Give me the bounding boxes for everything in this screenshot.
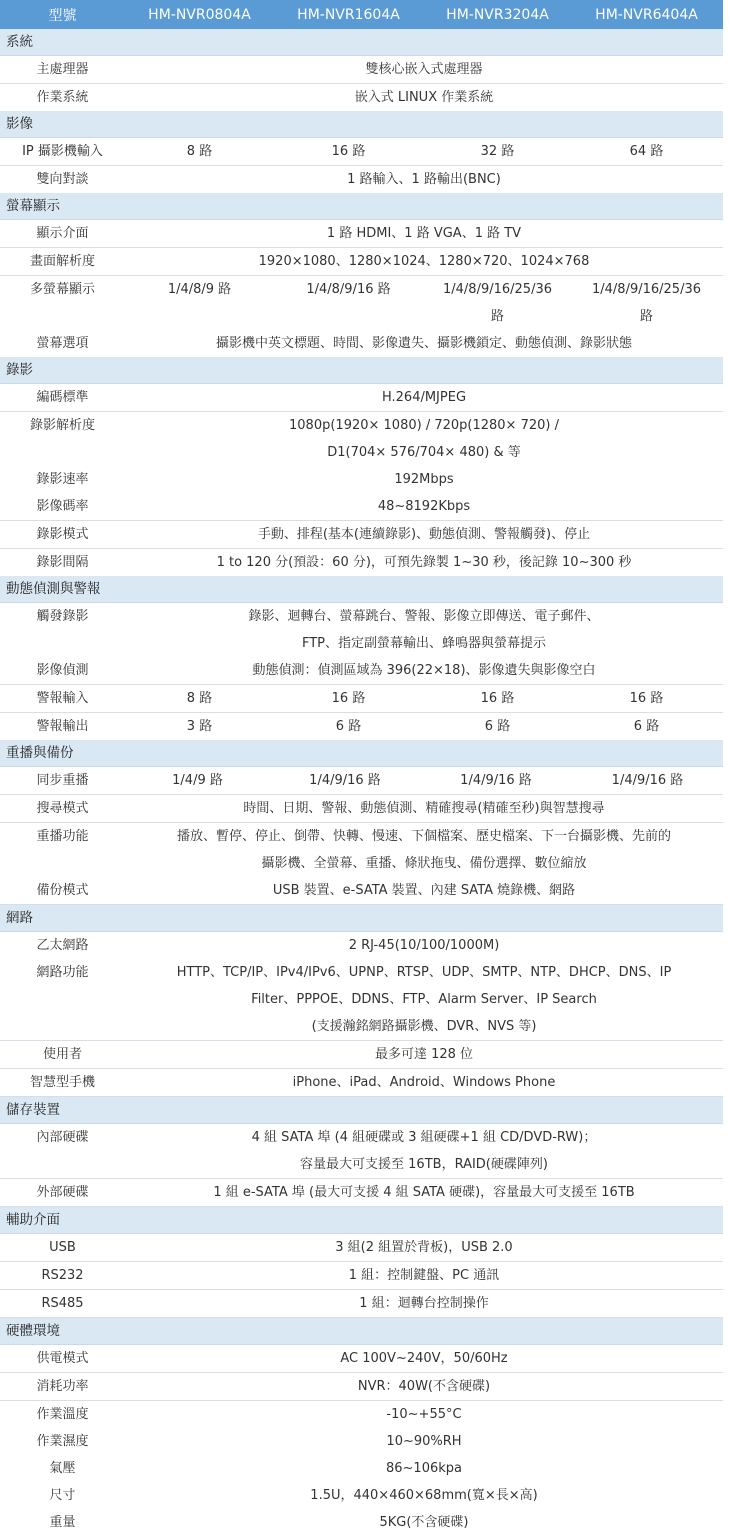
section-title: 網路 [0,905,723,932]
model-values [125,276,723,330]
spec-row [0,713,723,740]
spec-value [125,220,723,247]
spec-row [0,657,723,685]
spec-row [0,220,723,248]
spec-row [0,549,723,576]
spec-label: 影像碼率 [36,499,89,514]
spec-value-line: FTP、指定副螢幕輸出、蜂鳴器與螢幕提示 [301,636,547,651]
spec-label: 重量 [49,1515,76,1530]
spec-label: 智慧型手機 [29,1075,95,1090]
spec-value-line: 雙核心嵌入式處理器 [365,62,483,77]
spec-value [125,493,723,520]
spec-label: 錄影模式 [36,527,89,542]
spec-row [0,1069,723,1097]
spec-label: 作業溫度 [36,1407,89,1422]
spec-value [125,1401,723,1428]
model-values [125,767,723,794]
spec-value [125,823,723,877]
spec-label: 搜尋模式 [36,801,89,816]
spec-value-line: 錄影、迴轉台、螢幕跳台、警報、影像立即傳送、電子郵件、 [248,609,600,624]
spec-row [0,767,723,795]
model-value: 1/4/9/16 路 [309,773,381,788]
spec-value-line: 攝影機、全螢幕、重播、條狀拖曳、備份選擇、數位縮放 [261,856,587,871]
model-value: 6 路 [484,719,511,734]
model-value: 1/4/8/9/16/25/36 路 [592,282,701,324]
spec-header-row [0,0,723,29]
spec-row [0,1509,723,1536]
section-title: 動態偵測與警報 [0,576,723,603]
model-value: 1/4/8/9/16 路 [306,282,391,297]
spec-value [125,466,723,493]
spec-value-line: 最多可達 128 位 [374,1047,474,1062]
spec-value [125,1345,723,1372]
spec-value [125,1179,723,1206]
spec-label: 畫面解析度 [29,254,95,269]
spec-row [0,1262,723,1290]
spec-value [125,1428,723,1455]
model-value: 8 路 [186,691,213,706]
spec-label: 警報輸入 [36,691,89,706]
spec-value-line: 攝影機中英文標題、時間、影像遺失、攝影機鎖定、動態偵測、錄影狀態 [215,336,632,351]
spec-row [0,1179,723,1207]
model-value: 1/4/9/16 路 [460,773,532,788]
spec-value [125,330,723,357]
spec-row [0,276,723,330]
spec-row [0,795,723,823]
spec-value-line: 1 路輸入、1 路輸出(BNC) [347,172,501,187]
spec-value-line: iPhone、iPad、Android、Windows Phone [292,1075,556,1090]
model-name: HM-NVR0804A [148,6,251,23]
model-value: 3 路 [186,719,213,734]
spec-value [125,603,723,657]
spec-value-line: (支援瀚銘網路攝影機、DVR、NVS 等) [311,1019,537,1034]
model-value: 1/4/8/9/16/25/36 路 [443,282,552,324]
model-values [125,685,723,712]
spec-label: 同步重播 [36,773,89,788]
spec-value-line: 容量最大可支援至 16TB，RAID(硬碟陣列) [300,1157,548,1172]
spec-value-line: 時間、日期、警報、動態偵測、精確搜尋(精確至秒)與智慧搜尋 [243,801,605,816]
spec-label: 雙向對談 [36,172,89,187]
spec-label: 警報輸出 [36,719,89,734]
spec-value-line: HTTP、TCP/IP、IPv4/IPv6、UPNP、RTSP、UDP、SMTP、NTP、DHCP、DNS、IP [176,965,672,980]
spec-label: 主處理器 [36,62,89,77]
spec-value-line: NVR：40W(不含硬碟) [357,1379,491,1394]
spec-value [125,549,723,576]
section-title: 影像 [0,111,723,138]
spec-value [125,1041,723,1068]
model-value: 16 路 [331,691,366,706]
spec-value-line: 1080p(1920× 1080) / 720p(1280× 720) / [289,418,559,433]
spec-label: RS232 [41,1268,84,1283]
spec-row [0,1401,723,1428]
spec-value [125,959,723,1040]
spec-value [125,932,723,959]
spec-value-line: USB 裝置、e-SATA 裝置、內建 SATA 燒錄機、網路 [272,883,576,898]
spec-label: 多螢幕顯示 [29,282,95,297]
spec-value-line: 播放、暫停、停止、倒帶、快轉、慢速、下個檔案、歷史檔案、下一台攝影機、先前的 [176,829,671,844]
section-title: 重播與備份 [0,740,723,767]
section-title: 輔助介面 [0,1207,723,1234]
spec-label: IP 攝影機輸入 [22,144,103,159]
spec-value-line: -10~+55°C [386,1407,462,1422]
spec-value [125,1290,723,1317]
spec-value-line: AC 100V~240V，50/60Hz [340,1351,508,1366]
spec-value [125,412,723,466]
model-value: 1/4/8/9 路 [167,282,232,297]
spec-row [0,1373,723,1401]
spec-value-line: 1 組：迴轉台控制操作 [359,1296,489,1311]
spec-value [125,1234,723,1261]
spec-value [125,384,723,411]
spec-row [0,1482,723,1509]
spec-row [0,1428,723,1455]
model-value: 16 路 [480,691,515,706]
model-value: 32 路 [480,144,515,159]
spec-row [0,932,723,959]
spec-label: 編碼標準 [36,390,89,405]
spec-value [125,166,723,193]
spec-label: 作業系統 [36,90,89,105]
model-values [125,713,723,740]
spec-row [0,138,723,166]
spec-label: 錄影間隔 [36,555,89,570]
spec-label: 氣壓 [49,1461,76,1476]
spec-label: 螢幕選項 [36,336,89,351]
spec-label: 網路功能 [36,965,89,980]
spec-value-line: 手動、排程(基本(連續錄影)、動態偵測、警報觸發)、停止 [257,527,591,542]
spec-value [125,1262,723,1289]
spec-value-line: 嵌入式 LINUX 作業系統 [354,90,494,105]
spec-value [125,795,723,822]
spec-label: USB [49,1240,76,1255]
spec-row [0,1345,723,1373]
spec-body [0,29,723,1536]
spec-row [0,1041,723,1069]
spec-value-line: 動態偵測：偵測區域為 396(22×18)、影像遺失與影像空白 [252,663,596,678]
spec-row [0,1455,723,1482]
spec-row [0,166,723,193]
spec-row [0,84,723,111]
spec-row [0,603,723,657]
spec-row [0,823,723,877]
section-title: 系統 [0,29,723,56]
spec-label: 重播功能 [36,829,89,844]
model-value: 16 路 [629,691,664,706]
spec-value-line: 1.5U，440×460×68mm(寬×長×高) [310,1488,538,1503]
model-value: 1/4/9 路 [172,773,223,788]
spec-row [0,466,723,493]
spec-value-line: 1 路 HDMI、1 路 VGA、1 路 TV [326,226,522,241]
spec-value [125,657,723,684]
spec-value [125,1455,723,1482]
spec-value-line: 86~106kpa [386,1461,462,1476]
spec-value-line: 192Mbps [394,472,454,487]
model-name: HM-NVR1604A [297,6,400,23]
model-value: 64 路 [629,144,664,159]
spec-row [0,1234,723,1262]
spec-label: 顯示介面 [36,226,89,241]
spec-value-line: D1(704× 576/704× 480) & 等 [327,445,521,460]
spec-label: 錄影速率 [36,472,89,487]
spec-label: 錄影解析度 [29,418,95,433]
spec-value-line: 3 組(2 組置於背板)，USB 2.0 [335,1240,513,1255]
spec-value [125,877,723,904]
model-value: 1/4/9/16 路 [611,773,684,788]
spec-value [125,1373,723,1400]
spec-label: 影像偵測 [36,663,89,678]
spec-label: 使用者 [42,1047,82,1062]
spec-label: 內部硬碟 [36,1130,89,1145]
spec-row [0,412,723,466]
section-title: 儲存裝置 [0,1097,723,1124]
spec-value-line: 5KG(不含硬碟) [379,1515,469,1530]
spec-label: RS485 [41,1296,84,1311]
spec-label: 供電模式 [36,1351,89,1366]
spec-value [125,1069,723,1096]
spec-row [0,248,723,276]
spec-value [125,1482,723,1509]
section-title: 錄影 [0,357,723,384]
model-value: 6 路 [335,719,362,734]
spec-row [0,959,723,1041]
header-label: 型號 [48,7,77,24]
model-value: 16 路 [331,144,366,159]
spec-value-line: 2 RJ-45(10/100/1000M) [348,938,500,953]
spec-row [0,56,723,84]
spec-row [0,685,723,713]
spec-value-line: 48~8192Kbps [377,499,471,514]
spec-value-line: Filter、PPPOE、DDNS、FTP、Alarm Server、IP Search [251,992,597,1007]
spec-value-line: 10~90%RH [386,1434,462,1449]
spec-value-line: 1 組 e-SATA 埠 (最大可支援 4 組 SATA 硬碟)，容量最大可支援至 16TB [213,1185,635,1200]
model-values [125,138,723,165]
spec-row [0,1290,723,1318]
model-value: 6 路 [633,719,660,734]
spec-value [125,248,723,275]
spec-value [125,84,723,111]
spec-value [125,521,723,548]
spec-value-line: 1920×1080、1280×1024、1280×720、1024×768 [258,254,590,269]
spec-value [125,56,723,83]
spec-row [0,877,723,905]
model-value: 8 路 [186,144,213,159]
section-title: 硬體環境 [0,1318,723,1345]
spec-row [0,330,723,357]
spec-label: 觸發錄影 [36,609,89,624]
spec-value [125,1509,723,1536]
spec-row [0,521,723,549]
spec-label: 消耗功率 [36,1379,89,1394]
spec-label: 備份模式 [36,883,89,898]
spec-label: 作業濕度 [36,1434,89,1449]
spec-row [0,493,723,521]
spec-value-line: H.264/MJPEG [381,390,467,405]
spec-row [0,384,723,412]
spec-value-line: 1 to 120 分(預設：60 分)，可預先錄製 1~30 秒，後記錄 10~300 秒 [216,555,632,570]
spec-label: 乙太網路 [36,938,89,953]
spec-label: 尺寸 [49,1488,76,1503]
model-name: HM-NVR6404A [595,6,698,23]
spec-value [125,1124,723,1178]
spec-value-line: 4 組 SATA 埠 (4 組硬碟或 3 組硬碟+1 組 CD/DVD-RW)； [251,1130,597,1145]
spec-label: 外部硬碟 [36,1185,89,1200]
spec-value-line: 1 組：控制鍵盤、PC 通訊 [348,1268,500,1283]
model-name: HM-NVR3204A [446,6,549,23]
section-title: 螢幕顯示 [0,193,723,220]
spec-row [0,1124,723,1179]
